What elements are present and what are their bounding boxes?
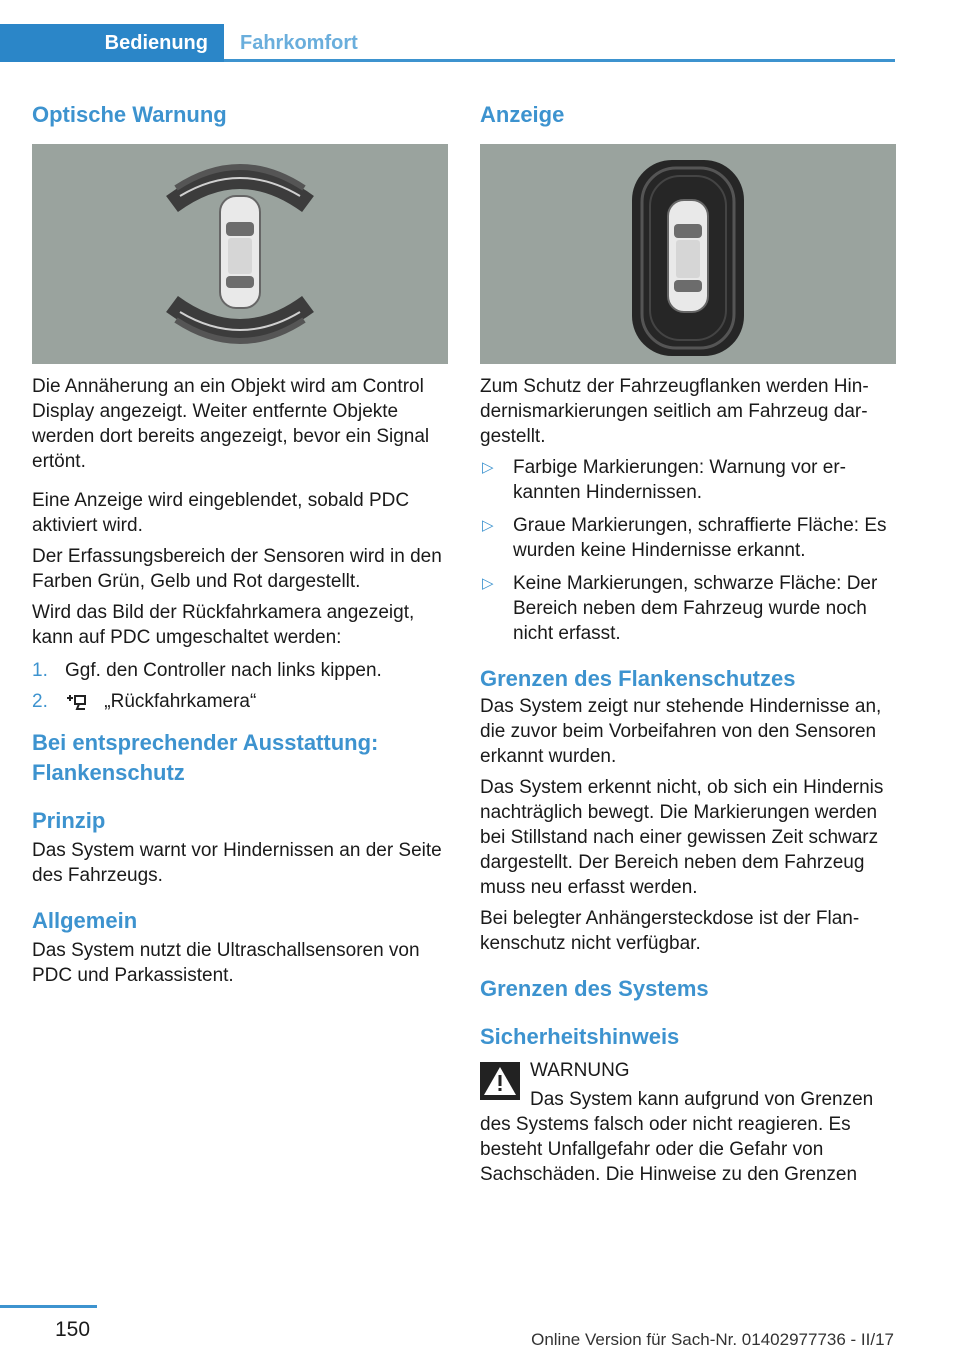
- triangle-bullet-icon: ▷: [482, 575, 494, 592]
- paragraph: Wird das Bild der Rückfahrkamera angezeigt, kann auf PDC umgeschaltet werden:: [32, 602, 415, 648]
- online-version-note: Online Version für Sach-Nr. 01402977736 - II/17: [531, 1330, 894, 1349]
- bullet-text: Keine Markierungen, schwarze Fläche: Der Bereich neben dem Fahrzeug wurde noch nicht erfasst.: [513, 573, 878, 644]
- heading-flankenschutz: Bei entsprechender Ausstattung: Flankenschutz: [32, 730, 379, 785]
- warning-text: Das System kann aufgrund von Grenzen des Systems falsch oder nicht reagieren. Es besteht Unfallgefahr oder die Gefahr von Sachschäden. Die Hinweise zu den Grenzen: [480, 1089, 874, 1185]
- list-item: [480, 455, 896, 505]
- tab-fahrkomfort[interactable]: Fahrkomfort: [240, 32, 358, 54]
- list-item: [480, 513, 896, 563]
- step-number: 2.: [32, 691, 48, 712]
- heading-grenzen-flankenschutz: Grenzen des Flankenschutzes: [480, 666, 796, 691]
- paragraph: Zum Schutz der Fahrzeugflanken werden Hindernismarkierungen seitlich am Fahrzeug dargestellt.: [480, 376, 869, 447]
- flank-protection-illustration: [480, 144, 896, 364]
- heading-sicherheitshinweis: Sicherheitshinweis: [480, 1024, 680, 1049]
- bullet-list: [480, 455, 896, 646]
- list-item: [32, 689, 448, 714]
- camera-icon: [65, 692, 91, 710]
- page-number: 150: [55, 1318, 91, 1341]
- paragraph: Das System zeigt nur stehende Hindernisse an, die zuvor beim Vorbeifahren von den Sensoren erkannt wurden.: [480, 696, 882, 767]
- step-text: Ggf. den Controller nach links kippen.: [65, 660, 382, 681]
- bullet-text: Farbige Markierungen: Warnung vor erkannten Hindernissen.: [513, 457, 846, 503]
- header-tab-bar: [0, 0, 895, 62]
- heading-optische-warnung: Optische Warnung: [32, 102, 227, 127]
- warning-block: [480, 1058, 896, 1187]
- paragraph: Das System erkennt nicht, ob sich ein Hindernis nachträglich bewegt. Die Markierungen werden bei Stillstand nach einer gewissen Zeit schwarz dargestellt. Der Bereich neben dem Fahrzeug muss neu erfasst werden.: [480, 777, 884, 898]
- heading-allgemein: Allgemein: [32, 908, 138, 933]
- paragraph: Die Annäherung an ein Objekt wird am Control Display angezeigt. Weiter entfernte Objekte werden dort bereits angezeigt, bevor ein Signal ertönt.: [32, 376, 430, 472]
- paragraph: Der Erfassungsbereich der Sensoren wird in den Farben Grün, Gelb und Rot dargestellt.: [32, 546, 442, 592]
- warning-icon: [480, 1062, 520, 1100]
- step-text: „Rückfahrkamera“: [104, 691, 257, 712]
- paragraph: Das System warnt vor Hindernissen an der Seite des Fahrzeugs.: [32, 840, 442, 886]
- heading-prinzip: Prinzip: [32, 808, 106, 833]
- triangle-bullet-icon: ▷: [482, 459, 494, 476]
- heading-grenzen-systems: Grenzen des Systems: [480, 976, 709, 1001]
- step-number: 1.: [32, 660, 48, 681]
- pdc-illustration: [32, 144, 448, 364]
- right-column: [480, 100, 896, 1187]
- bullet-text: Graue Markierungen, schraffierte Fläche: Es wurden keine Hindernisse erkannt.: [513, 515, 887, 561]
- left-column: [32, 100, 448, 988]
- triangle-bullet-icon: ▷: [482, 517, 494, 534]
- list-item: [32, 658, 448, 683]
- list-item: [480, 571, 896, 646]
- steps-list: [32, 658, 448, 714]
- tab-bedienung[interactable]: Bedienung: [0, 24, 224, 62]
- footer-divider: [0, 1305, 97, 1308]
- paragraph: Bei belegter Anhängersteckdose ist der Flankenschutz nicht verfügbar.: [480, 908, 860, 954]
- heading-anzeige: Anzeige: [480, 102, 565, 127]
- paragraph: Eine Anzeige wird eingeblendet, sobald PDC aktiviert wird.: [32, 490, 410, 536]
- paragraph: Das System nutzt die Ultraschallsensoren von PDC und Parkassistent.: [32, 940, 420, 986]
- warning-title: WARNUNG: [530, 1060, 630, 1081]
